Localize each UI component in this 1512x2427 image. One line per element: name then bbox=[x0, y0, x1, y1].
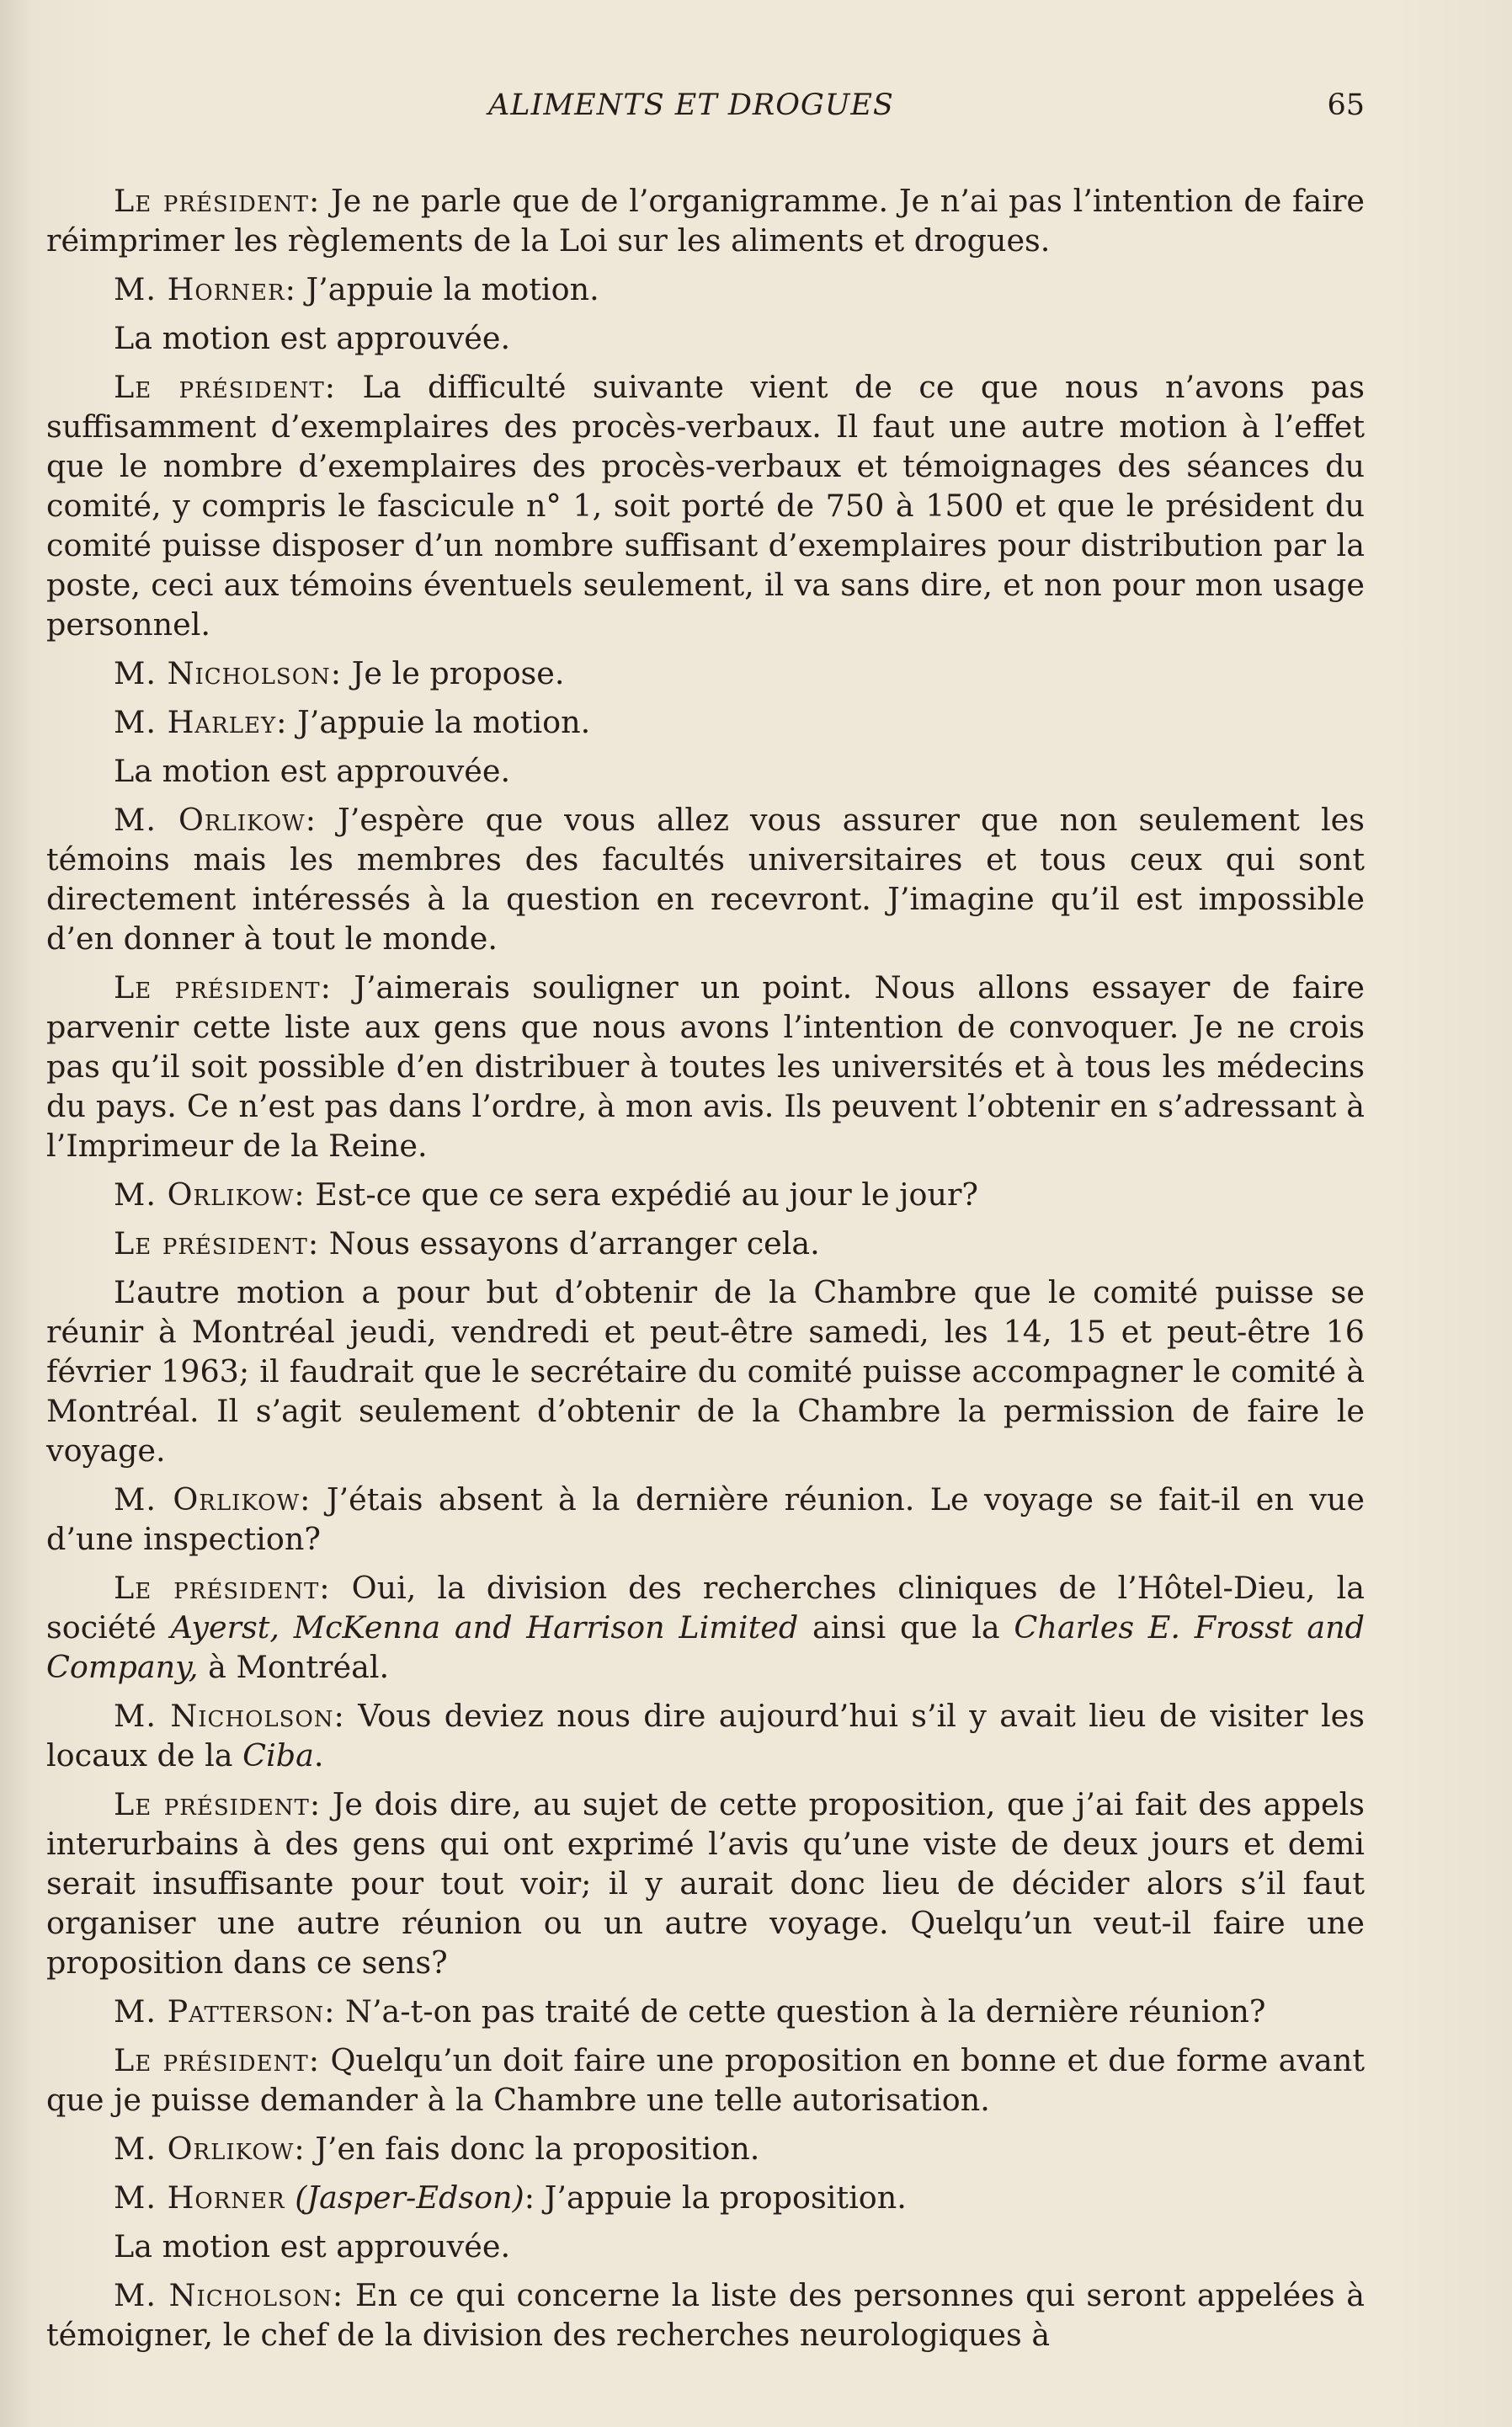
paragraph-text: à Montréal. bbox=[208, 1649, 390, 1685]
paragraph-17 bbox=[46, 1992, 1365, 2031]
paragraph-11 bbox=[46, 1224, 1365, 1263]
paragraph-text: Je ne parle que de l’organigramme. Je n’ai pas l’intention de faire réimprimer les règlements de la Loi sur les aliments et drogues. bbox=[46, 183, 1366, 259]
company-name: Charles E. Frosst and Company, bbox=[46, 1609, 1365, 1685]
paragraph-text: J’étais absent à la dernière réunion. Le voyage se fait-il en vue d’une inspection? bbox=[46, 1481, 1365, 1557]
paragraph-21 bbox=[46, 2227, 1365, 2266]
speaker-label: M. Orlikow: bbox=[114, 2131, 306, 2167]
paragraph-text: Quelqu’un doit faire une proposition en bonne et due forme avant que je puisse demander à la Chambre une telle autorisation. bbox=[46, 2042, 1365, 2118]
paragraph-text: J’en fais donc la proposition. bbox=[315, 2131, 760, 2167]
paragraph-text: La difficulté suivante vient de ce que nous n’avons pas suffisamment d’exemplaires des procès-verbaux. Il faut une autre motion à l’effet que le nombre d’exemplaires des procès-verbaux et témoignages des séances du comité, y compris le fascicule n° 1, soit porté de 750 à 1500 et que le président du comité puisse disposer d’un nombre suffisant d’exemplaires pour distribution par la poste, ceci aux témoins éventuels seulement, il va sans dire, et non pour mon usage personnel. bbox=[46, 369, 1366, 643]
paragraph-7 bbox=[46, 751, 1365, 791]
paragraph-text: J’appuie la motion. bbox=[306, 271, 599, 307]
paragraph-3 bbox=[46, 318, 1365, 358]
speaker-label: M. Orlikow: bbox=[114, 802, 317, 838]
paragraph-text: Vous deviez nous dire aujourd’hui s’il y avait lieu de visiter les locaux de la bbox=[46, 1698, 1365, 1774]
paragraph-15 bbox=[46, 1696, 1365, 1775]
paragraph-text: La motion est approuvée. bbox=[114, 753, 511, 789]
speaker-label: Le président: bbox=[114, 369, 337, 405]
speaker-label: Le président: bbox=[114, 969, 332, 1005]
speaker-label: M. Nicholson: bbox=[114, 2277, 344, 2313]
paragraph-text: . bbox=[313, 1737, 324, 1774]
company-name: Ciba bbox=[242, 1737, 314, 1774]
page-header bbox=[46, 88, 1365, 131]
paragraph-text: Oui, la division des recherches cliniques de l’Hôtel-Dieu, la société bbox=[46, 1570, 1365, 1646]
paragraph-8 bbox=[46, 800, 1365, 958]
paragraph-12 bbox=[46, 1272, 1365, 1470]
speaker-label: M. Patterson: bbox=[114, 1993, 336, 2030]
paragraph-text: En ce qui concerne la liste des personnes qui seront appelées à témoigner, le chef de la division des recherches neurologiques à bbox=[46, 2277, 1366, 2353]
paragraph-6 bbox=[46, 702, 1365, 742]
paragraph-9 bbox=[46, 968, 1365, 1165]
paragraph-19 bbox=[46, 2129, 1365, 2168]
paragraph-text: J’appuie la motion. bbox=[297, 704, 591, 740]
paragraph-text: Je le propose. bbox=[351, 655, 565, 691]
paragraph-text: N’a-t-on pas traité de cette question à la dernière réunion? bbox=[345, 1993, 1266, 2030]
speaker-label: Le président: bbox=[114, 2042, 321, 2078]
paragraph-text: La motion est approuvée. bbox=[114, 2228, 511, 2264]
speaker-label: M. Orlikow: bbox=[114, 1481, 311, 1518]
speaker-label: Le président: bbox=[114, 1786, 322, 1822]
paragraph-16 bbox=[46, 1784, 1365, 1982]
paragraph-5 bbox=[46, 653, 1365, 693]
paragraph-14 bbox=[46, 1568, 1365, 1687]
speaker-label: M. Horner bbox=[114, 2179, 285, 2216]
speaker-label: M. Orlikow: bbox=[114, 1176, 306, 1213]
speaker-riding: (Jasper-Edson) bbox=[295, 2179, 524, 2216]
speaker-label: M. Nicholson: bbox=[114, 1698, 345, 1734]
paragraph-text: J’appuie la proposition. bbox=[544, 2179, 907, 2216]
speaker-label: M. Nicholson: bbox=[114, 655, 343, 691]
page-number: 65 bbox=[1327, 88, 1365, 122]
paragraph-10 bbox=[46, 1175, 1365, 1214]
running-title: ALIMENTS ET DROGUES bbox=[488, 88, 894, 122]
paragraph-text: Nous essayons d’arranger cela. bbox=[328, 1225, 820, 1262]
paragraph-text: J’aimerais souligner un point. Nous allons essayer de faire parvenir cette liste aux gens que nous avons l’intention de convoquer. Je ne crois pas qu’il soit possible d’en distribuer à toutes les universités et à tous les médecins du pays. Ce n’est pas dans l’ordre, à mon avis. Ils peuvent l’obtenir en s’adressant à l’Imprimeur de la Reine. bbox=[46, 969, 1365, 1164]
paragraph-text: Je dois dire, au sujet de cette proposition, que j’ai fait des appels interurbains à des gens qui ont exprimé l’avis qu’une viste de deux jours et demi serait insuffisante pour tout voir; il y aurait donc lieu de décider alors s’il faut organiser une autre réunion ou un autre voyage. Quelqu’un veut-il faire une proposition dans ce sens? bbox=[46, 1786, 1366, 1981]
paragraph-2 bbox=[46, 269, 1365, 309]
speaker-label: Le président: bbox=[114, 1225, 320, 1262]
company-name: Ayerst, McKenna and Harrison Limited bbox=[170, 1609, 799, 1646]
paragraph-text: J’espère que vous allez vous assurer que non seulement les témoins mais les membres des facultés universitaires et tous ceux qui sont directement intéressés à la question en recevront. J’imagine qu’il est impossible d’en donner à tout le monde. bbox=[46, 802, 1365, 957]
speaker-colon: : bbox=[524, 2179, 535, 2216]
speaker-label: Le président: bbox=[114, 1570, 331, 1606]
speaker-label: M. Horner: bbox=[114, 271, 296, 307]
paragraph-text: ainsi que la bbox=[812, 1609, 1000, 1646]
paragraph-13 bbox=[46, 1480, 1365, 1559]
paragraph-18 bbox=[46, 2040, 1365, 2120]
paragraph-text: L’autre motion a pour but d’obtenir de la Chambre que le comité puisse se réunir à Montréal jeudi, vendredi et peut-être samedi, les 14, 15 et peut-être 16 février 1963; il faudrait que le secrétaire du comité puisse accompagner le comité à Montréal. Il s’agit seulement d’obtenir de la Chambre la permission de faire le voyage. bbox=[46, 1274, 1365, 1469]
speaker-label: Le président: bbox=[114, 183, 321, 219]
paragraph-text: La motion est approuvée. bbox=[114, 320, 511, 356]
paragraph-4 bbox=[46, 367, 1365, 644]
body-text bbox=[46, 181, 1365, 2355]
paragraph-20 bbox=[46, 2178, 1365, 2217]
paragraph-22 bbox=[46, 2275, 1365, 2355]
speaker-label: M. Harley: bbox=[114, 704, 288, 740]
paragraph-text: Est-ce que ce sera expédié au jour le jour? bbox=[315, 1176, 978, 1213]
paragraph-1 bbox=[46, 181, 1365, 260]
